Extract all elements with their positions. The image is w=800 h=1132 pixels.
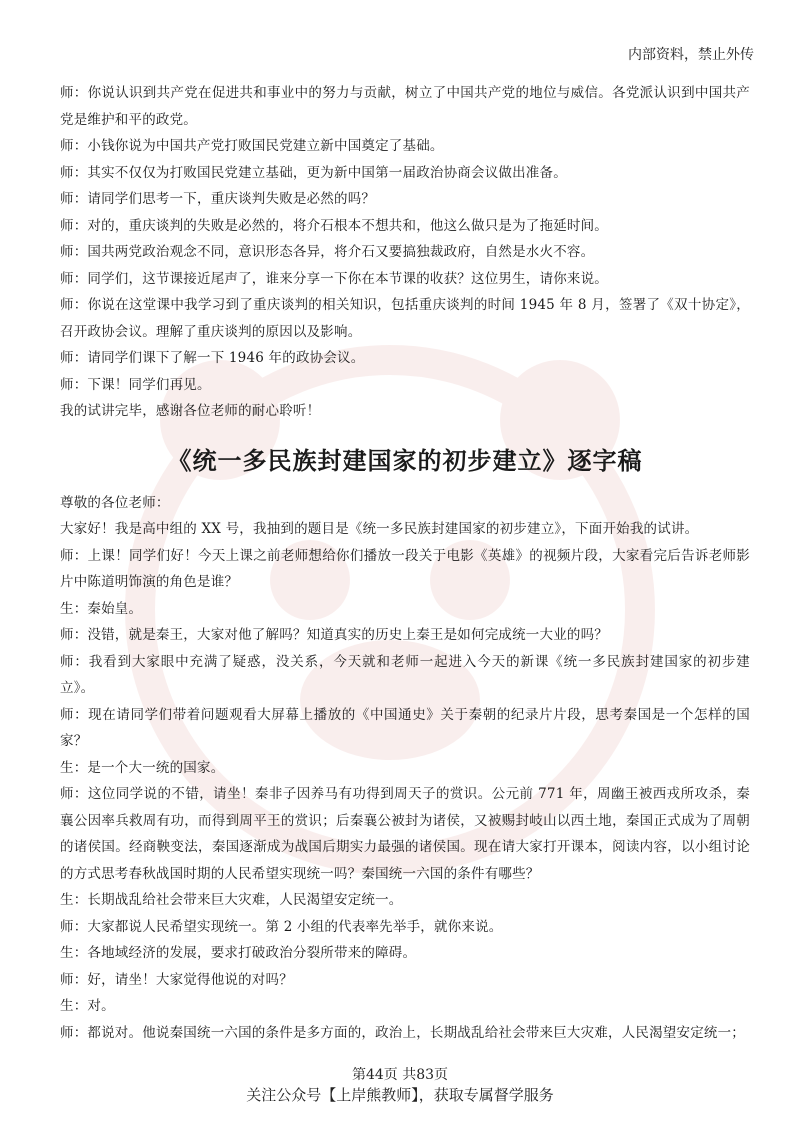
paragraph: 师：下课！同学们再见。 bbox=[60, 376, 211, 393]
paragraph: 生：秦始皇。 bbox=[60, 600, 143, 617]
paragraph: 生：是一个大一统的国家。 bbox=[60, 759, 225, 776]
paragraph: 生：各地域经济的发展，要求打破政治分裂所带来的障碍。 bbox=[60, 945, 417, 961]
paragraph: 生：长期战乱给社会带来巨大灾难，人民渴望安定统一。 bbox=[60, 892, 403, 908]
paragraph: 师：没错，就是秦王，大家对他了解吗？知道真实的历史上秦王是如何完成统一大业的吗？ bbox=[60, 627, 608, 643]
paragraph: 师：都说对。他说秦国统一六国的条件是多方面的，政治上，长期战乱给社会带来巨大灾难，人民渴望安定统一； bbox=[60, 1024, 745, 1041]
footer-promo-note: 关注公众号【上岸熊教师】，获取专属督学服务 bbox=[246, 1086, 554, 1104]
paragraph: 师：你说在这堂课中我学习到了重庆谈判的相关知识，包括重庆谈判的时间 1945 年 8 月，签署了《双十协定》，召开政协会议。理解了重庆谈判的原因以及影响。 bbox=[60, 297, 750, 340]
paragraph: 师：小钱你说为中国共产党打败国民党建立新中国奠定了基础。 bbox=[60, 138, 444, 154]
header-confidential-note: 内部资料，禁止外传 bbox=[628, 47, 754, 63]
paragraph: 师：上课！同学们好！今天上课之前老师想给你们播放一段关于电影《英雄》的视频片段，大家看完后告诉老师影片中陈道明饰演的角色是谁？ bbox=[60, 547, 750, 590]
paragraph: 师：国共两党政治观念不同，意识形态各异，将介石又要搞独裁政府，自然是水火不容。 bbox=[60, 244, 595, 260]
paragraph: 师：现在请同学们带着问题观看大屏幕上播放的《中国通史》关于秦朝的纪录片片段，思考秦国是一个怎样的国家？ bbox=[60, 706, 750, 749]
paragraph: 师：对的，重庆谈判的失败是必然的，将介石根本不想共和，他这么做只是为了拖延时间。 bbox=[60, 217, 608, 234]
paragraph: 大家好！我是高中组的 XX 号，我抽到的题目是《统一多民族封建国家的初步建立》，下面开始我的试讲。 bbox=[60, 521, 699, 537]
paragraph: 我的试讲完毕，感谢各位老师的耐心聆听！ bbox=[60, 403, 321, 419]
paragraph: 师：好，请坐！大家觉得他说的对吗？ bbox=[60, 971, 293, 988]
page-number: 第44页 共83页 bbox=[351, 1067, 449, 1083]
section-title: 《统一多民族封建国家的初步建立》逐字稿 bbox=[167, 446, 643, 475]
paragraph: 师：同学们，这节课接近尾声了，谁来分享一下你在本节课的收获？这位男生，请你来说。 bbox=[60, 270, 608, 287]
paragraph: 师：大家都说人民希望实现统一。第 2 小组的代表率先举手，就你来说。 bbox=[60, 918, 503, 935]
paragraph: 尊敬的各位老师： bbox=[60, 494, 170, 511]
paragraph: 师：你说认识到共产党在促进共和事业中的努力与贡献，树立了中国共产党的地位与威信。各党派认识到中国共产党是维护和平的政党。 bbox=[60, 85, 750, 128]
paragraph: 师：我看到大家眼中充满了疑惑，没关系，今天就和老师一起进入今天的新课《统一多民族封建国家的初步建立》。 bbox=[60, 653, 750, 696]
paragraph: 师：请同学们课下了解一下 1946 年的政协会议。 bbox=[60, 350, 365, 366]
paragraph: 师：请同学们思考一下，重庆谈判失败是必然的吗？ bbox=[60, 191, 376, 207]
document-body bbox=[60, 80, 750, 1046]
paragraph: 生：对。 bbox=[60, 998, 115, 1014]
paragraph: 师：这位同学说的不错，请坐！秦非子因养马有功得到周天子的赏识。公元前 771 年，周幽王被西戎所攻杀，秦襄公因率兵救周有功，而得到周平王的赏识；后秦襄公被封为诸侯，又被赐封岐山以西土地，秦国正式成为了周朝的诸侯国。经商鞅变法，秦国逐渐成为战国后期实力最强的诸侯国。现在请大家打开课本，阅读内容，以小组讨论的方式思考春秋战国时期的人民希望实现统一吗？秦国统一六国的条件有哪些？ bbox=[60, 786, 750, 882]
paragraph: 师：其实不仅仅为打败国民党建立基础，更为新中国第一届政治协商会议做出准备。 bbox=[60, 164, 567, 181]
